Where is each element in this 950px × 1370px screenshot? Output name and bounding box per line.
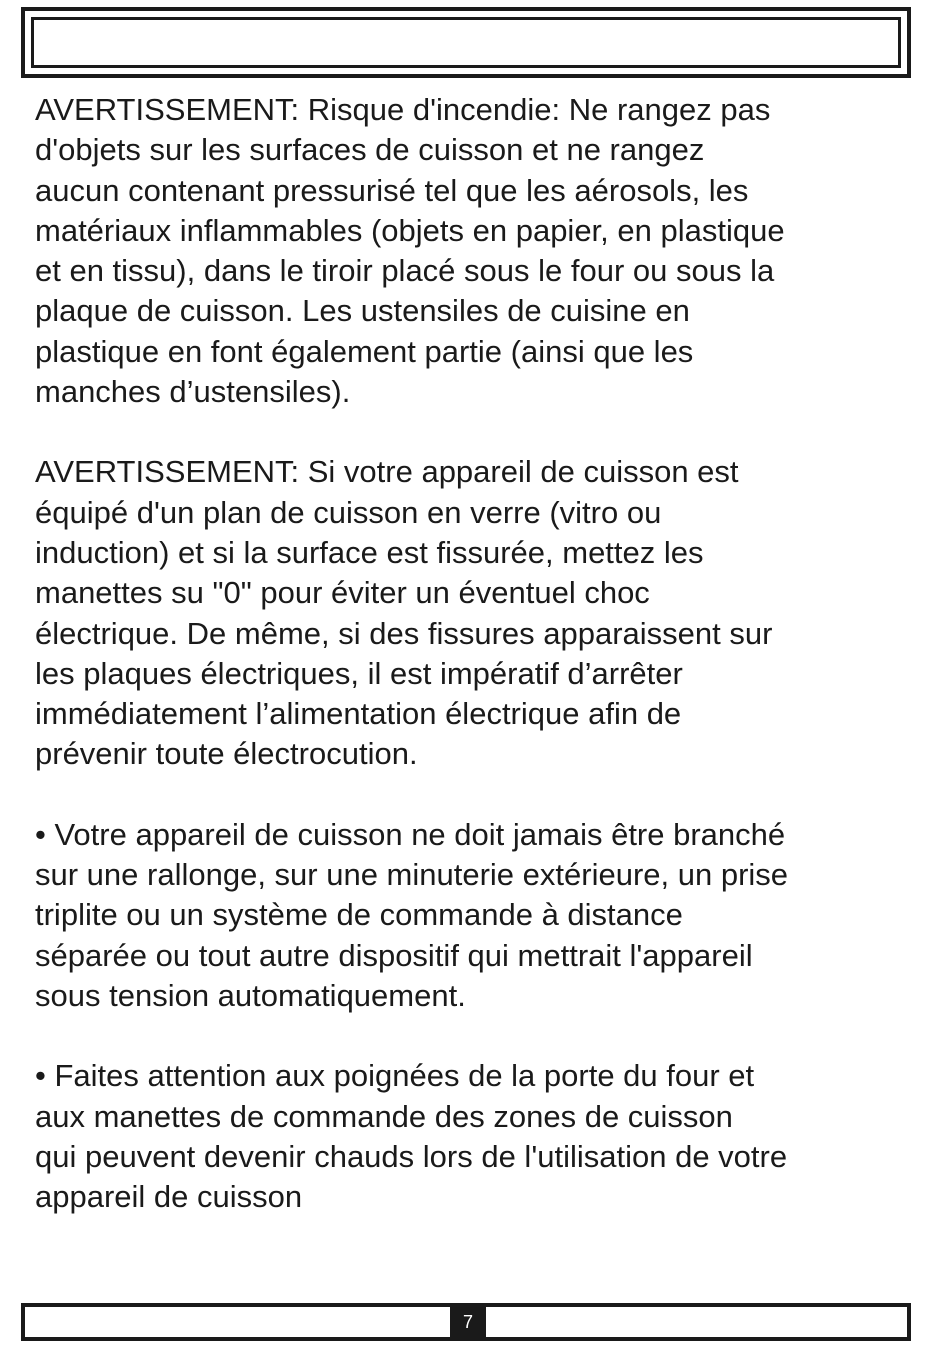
page-number: 7 <box>450 1303 486 1341</box>
header-banner-inner <box>31 17 901 68</box>
page-content <box>35 90 915 1257</box>
cracked-cooktop-warning: AVERTISSEMENT: Si votre appareil de cuisson est équipé d'un plan de cuisson en verre (vitro ou induction) et si la surface est fissurée, mettez les manettes su "0" pour éviter un éventuel choc électrique. De même, si des fissures apparaissent sur les plaques électriques, il est impératif d’arrêter immédiatement l’alimentation électrique afin de prévenir toute électrocution. <box>35 454 773 772</box>
header-banner <box>21 7 911 78</box>
fire-risk-warning: AVERTISSEMENT: Risque d'incendie: Ne rangez pas d'objets sur les surfaces de cuisson et ne rangez aucun contenant pressurisé tel que les aérosols, les matériaux inflammables (objets en papier, en plastique et en tissu), dans le tiroir placé sous le four ou sous la plaque de cuisson. Les ustensiles de cuisine en plastique en font également partie (ainsi que les manches d’ustensiles). <box>35 92 785 410</box>
footer-bar <box>21 1303 911 1341</box>
hot-handles-bullet: • Faites attention aux poignées de la porte du four et aux manettes de commande des zones de cuisson qui peuvent devenir chauds lors de l'utilisation de votre appareil de cuisson <box>35 1058 788 1215</box>
extension-cord-bullet: • Votre appareil de cuisson ne doit jamais être branché sur une rallonge, sur une minuterie extérieure, un prise triplite ou un système de commande à distance séparée ou tout autre dispositif qui mettrait l'appareil sous tension automatiquement. <box>35 816 789 1013</box>
